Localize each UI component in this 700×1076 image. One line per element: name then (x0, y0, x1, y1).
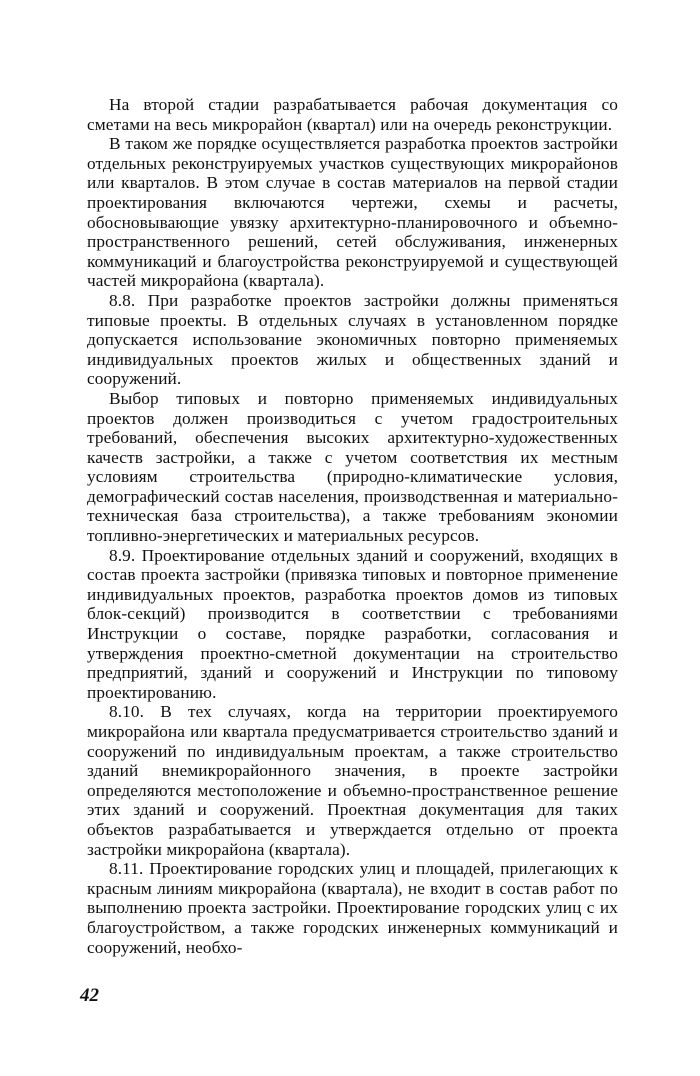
page-number: 42 (80, 985, 99, 1006)
paragraph-project-selection: Выбор типовых и повторно применяемых индивидуальных проектов должен производиться с учетом градостроительных требований, обеспечения высоких архитектурно-художественных качеств застройки, а также с учетом соответствия их местным условиям строительства (природно-климатические условия, демографический состав населения, производственная и материально-техническая база строительства), а также требованиям экономии топливно-энергетических и материальных ресурсов. (87, 388, 618, 546)
body-text (87, 95, 618, 957)
paragraph-section-8-11: 8.11. Проектирование городских улиц и площадей, прилегающих к красным линиям микрорайона (квартала), не входит в состав работ по выполнению проекта застройки. Проектирование городских улиц с их благоустройством, а также городских инженерных коммуникаций и сооружений, необхо- (87, 859, 618, 957)
paragraph-section-8-9: 8.9. Проектирование отдельных зданий и сооружений, входящих в состав проекта застройки (привязка типовых и повторное применение индивидуальных проектов, разработка проектов домов из типовых блок-секций) производится в соответствии с требованиями Инструкции о составе, порядке разработки, согласования и утверждения проектно-сметной документации на строительство предприятий, зданий и сооружений и Инструкции по типовому проектированию. (87, 545, 618, 702)
paragraph-second-stage: На второй стадии разрабатывается рабочая документация со сметами на весь микрорайон (квартал) или на очередь реконструкции. (87, 95, 618, 134)
paragraph-reconstruction-order: В таком же порядке осуществляется разработка проектов застройки отдельных реконструируемых участков существующих микрорайонов или кварталов. В этом случае в состав материалов на первой стадии проектирования включаются чертежи, схемы и расчеты, обосновывающие увязку архитектурно-планировочного и объемно-пространственного решений, сетей обслуживания, инженерных коммуникаций и благоустройства реконструируемой и существующей частей микрорайона (квартала). (87, 134, 618, 291)
paragraph-section-8-8: 8.8. При разработке проектов застройки должны применяться типовые проекты. В отдельных случаях в установленном порядке допускается использование экономичных повторно применяемых индивидуальных проектов жилых и общественных зданий и сооружений. (87, 290, 618, 389)
paragraph-section-8-10: 8.10. В тех случаях, когда на территории проектируемого микрорайона или квартала предусматривается строительство зданий и сооружений по индивидуальным проектам, а также строительство зданий внемикрорайонного значения, в проекте застройки определяются местоположение и объемно-пространственное решение этих зданий и сооружений. Проектная документация для таких объектов разрабатывается и утверждается отдельно от проекта застройки микрорайона (квартала). (87, 702, 618, 859)
